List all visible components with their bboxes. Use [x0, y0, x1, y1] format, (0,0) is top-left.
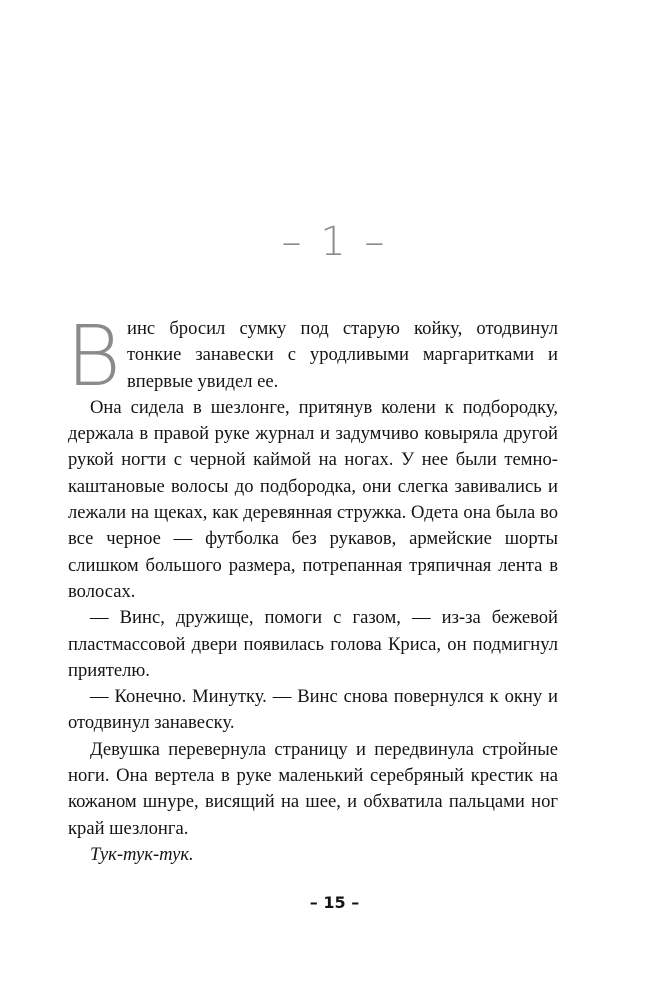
- paragraph: Тук-тук-тук.: [90, 843, 194, 865]
- paragraph-text: инс бросил сумку под старую койку, отодвинул тонкие занавески с уродливыми маргаритками и впервые увидел ее.: [127, 318, 558, 392]
- paragraph: Она сидела в шезлонге, притянув колени к подбородку, держала в правой руке журнал и задумчиво ковыряла другой рукой ногти с черной каймой на ногах. У нее были темно-каштановые волосы до подбородка, они слегка завивались и лежали на щеках, как деревянная стружка. Одета она была во все черное — футболка без рукавов, армейские шорты слишком большого размера, потрепанная тряпичная лента в волосах.: [68, 396, 558, 602]
- paragraph: [66, 307, 558, 405]
- drop-cap: В: [66, 307, 122, 405]
- paragraph: — Конечно. Минутку. — Винс снова повернулся к окну и отодвинул занавеску.: [68, 686, 558, 734]
- paragraph: Девушка перевернула страницу и передвинула стройные ноги. Она вертела в руке маленький серебряный крестик на кожаном шнуре, висящий на шее, и обхватила пальцами ног край шезлонга.: [68, 738, 558, 839]
- paragraph: — Винс, дружище, помоги с газом, — из-за бежевой пластмассовой двери появилась голова Криса, он подмигнул приятелю.: [68, 607, 558, 681]
- body-text: [66, 307, 558, 868]
- page-number: – 15 –: [309, 893, 360, 912]
- chapter-number: – 1 –: [281, 219, 388, 265]
